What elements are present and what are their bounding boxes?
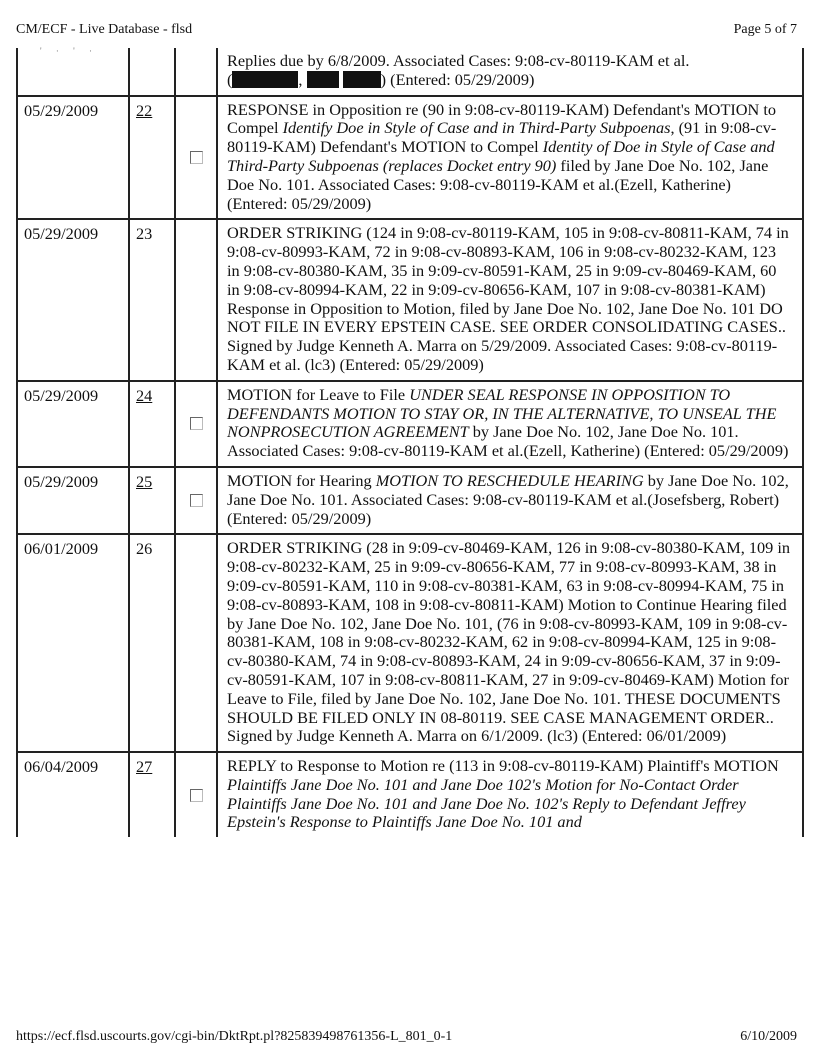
docket-checkbox-cell bbox=[175, 752, 217, 837]
select-checkbox[interactable] bbox=[190, 417, 203, 430]
scan-marks: ' · ' · bbox=[40, 46, 98, 56]
docket-document-link[interactable]: 27 bbox=[136, 757, 153, 777]
docket-text: ORDER STRIKING (124 in 9:08-cv-80119-KAM, 105 in 9:08-cv-80811-KAM, 74 in 9:08-cv-80993-KAM, 72 in 9:08-cv-80893-KAM, 106 in 9:08-cv-80232-KAM, 123 in 9:08-cv-80380-KAM, 35 in 9:09-cv-80591-KAM, 25 in 9:09-cv-80469-KAM, 60 in 9:08-cv-80994-KAM, 22 in 9:09-cv-80656-KAM, 107 in 9:08-cv-80381-KAM) Response in Opposition to Motion, filed by Jane Doe No. 102, Jane Doe No. 101 DO NOT FILE IN EVERY EPSTEIN CASE. SEE ORDER CONSOLIDATING CASES.. Signed by Judge Kenneth A. Marra on 5/29/2009. Associated Cases: 9:08-cv-80119-KAM et al. (lc3) (Entered: 05/29/2009) bbox=[227, 223, 789, 374]
page-footer-date: 6/10/2009 bbox=[740, 1029, 797, 1044]
page-header-title: CM/ECF - Live Database - flsd bbox=[16, 22, 193, 37]
redaction-block bbox=[307, 71, 339, 88]
docket-text-cell bbox=[217, 96, 803, 220]
docket-row bbox=[17, 752, 803, 837]
docket-row-continued bbox=[17, 48, 803, 96]
docket-row bbox=[17, 381, 803, 467]
docket-text: filed by Jane Doe No. 102, Jane Doe No. 101. Associated Cases: 9:08-cv-80119-KAM et al.(Ezell, Katherine) (Entered: 05/29/2009) bbox=[227, 155, 769, 213]
docket-text: Replies due by 6/8/2009. Associated Cases: 9:08-cv-80119-KAM et al. bbox=[227, 51, 690, 70]
docket-text: MOTION for Hearing bbox=[227, 470, 376, 490]
docket-date: 05/29/2009 bbox=[17, 96, 129, 220]
docket-date: 06/01/2009 bbox=[17, 534, 129, 752]
docket-document-link[interactable]: 25 bbox=[136, 471, 153, 491]
docket-text: RESPONSE in Opposition re (90 in 9:08-cv-80119-KAM) Defendant's MOTION to Compel bbox=[227, 99, 777, 138]
docket-text: , bbox=[298, 69, 303, 89]
docket-number-cell bbox=[129, 96, 175, 220]
docket-document-link[interactable]: 22 bbox=[136, 100, 153, 120]
docket-number-cell bbox=[129, 467, 175, 534]
docket-number-cell bbox=[129, 534, 175, 752]
docket-text: UNDER SEAL RESPONSE IN OPPOSITION TO DEFENDANTS MOTION TO STAY OR, IN THE ALTERNATIVE, TO UNSEAL THE NONPROSECUTION AGREEMENT bbox=[227, 384, 777, 442]
docket-text: MOTION TO RESCHEDULE HEARING bbox=[375, 470, 644, 490]
docket-checkbox-cell bbox=[175, 96, 217, 220]
docket-document-link[interactable]: 24 bbox=[136, 385, 153, 405]
docket-text-cell bbox=[217, 381, 803, 467]
docket-text-cell bbox=[217, 752, 803, 837]
docket-number-cell bbox=[129, 48, 175, 96]
select-checkbox[interactable] bbox=[190, 151, 203, 164]
docket-checkbox-cell bbox=[175, 381, 217, 467]
docket-text: ( bbox=[227, 69, 233, 89]
select-checkbox[interactable] bbox=[190, 494, 203, 507]
docket-text: by Jane Doe No. 102, Jane Doe No. 101. Associated Cases: 9:08-cv-80119-KAM et al.(Josefsberg, Robert) (Entered: 05/29/2009) bbox=[227, 470, 789, 528]
docket-text: ORDER STRIKING (28 in 9:09-cv-80469-KAM, 126 in 9:08-cv-80380-KAM, 109 in 9:08-cv-80232-KAM, 25 in 9:09-cv-80656-KAM, 77 in 9:08-cv-80993-KAM, 38 in 9:09-cv-80591-KAM, 110 in 9:08-cv-80381-KAM, 63 in 9:08-cv-80994-KAM, 75 in 9:08-cv-80893-KAM, 108 in 9:08-cv-80811-KAM) Motion to Continue Hearing filed by Jane Doe No. 102, Jane Doe No. 101, (76 in 9:08-cv-80993-KAM, 109 in 9:08-cv-80381-KAM, 108 in 9:08-cv-80232-KAM, 62 in 9:08-cv-80994-KAM, 125 in 9:08-cv-80380-KAM, 74 in 9:08-cv-80893-KAM, 24 in 9:09-cv-80656-KAM, 37 in 9:09-cv-80591-KAM, 107 in 9:08-cv-80811-KAM, 27 in 9:09-cv-80469-KAM) Motion for Leave to File, filed by Jane Doe No. 102, Jane Doe No. 101. THESE DOCUMENTS SHOULD BE FILED ONLY IN 08-80119. SEE CASE MANAGEMENT ORDER.. Signed by Judge Kenneth A. Marra on 6/1/2009. (lc3) (Entered: 06/01/2009) bbox=[227, 538, 791, 746]
docket-checkbox-cell bbox=[175, 467, 217, 534]
docket-date: 05/29/2009 bbox=[17, 381, 129, 467]
docket-checkbox-cell bbox=[175, 48, 217, 96]
docket-checkbox-cell bbox=[175, 534, 217, 752]
docket-text-cell bbox=[217, 534, 803, 752]
docket-number: 23 bbox=[136, 224, 153, 244]
docket-row bbox=[17, 96, 803, 220]
docket-number-cell bbox=[129, 752, 175, 837]
docket-text: ) (Entered: 05/29/2009) bbox=[380, 69, 535, 89]
docket-text: , (91 in 9:08-cv-80119-KAM) Defendant's MOTION to Compel bbox=[227, 118, 777, 157]
page-footer-url: https://ecf.flsd.uscourts.gov/cgi-bin/DktRpt.pl?825839498761356-L_801_0-1 bbox=[16, 1029, 453, 1044]
select-checkbox[interactable] bbox=[190, 789, 203, 802]
redaction-block bbox=[232, 71, 298, 88]
docket-row bbox=[17, 534, 803, 752]
redaction-block bbox=[343, 71, 381, 88]
docket-text: Identity of Doe in Style of Case and Third-Party Subpoenas (replaces Docket entry 90) bbox=[227, 137, 775, 175]
page-number: Page 5 of 7 bbox=[733, 22, 797, 37]
docket-text-cell bbox=[217, 219, 803, 380]
docket-number-cell bbox=[129, 381, 175, 467]
docket-table bbox=[16, 48, 804, 837]
docket-number-cell bbox=[129, 219, 175, 380]
docket-date: 05/29/2009 bbox=[17, 219, 129, 380]
docket-text-cell bbox=[217, 48, 803, 96]
docket-text: Plaintiffs Jane Doe No. 101 and Jane Doe 102's Motion for No-Contact Order Plaintiffs Jane Doe No. 101 and Jane Doe No. 102's Reply to Defendant Jeffrey Epstein's Response to Plaintiffs Jane Doe No. 101 and bbox=[227, 774, 746, 832]
docket-date: 06/04/2009 bbox=[17, 752, 129, 837]
docket-date-cell bbox=[17, 48, 129, 96]
docket-text: REPLY to Response to Motion re (113 in 9:08-cv-80119-KAM) Plaintiff's MOTION bbox=[227, 756, 779, 776]
docket-date: 05/29/2009 bbox=[17, 467, 129, 534]
docket-row bbox=[17, 467, 803, 534]
docket-text: MOTION for Leave to File bbox=[227, 384, 410, 404]
docket-text: Identify Doe in Style of Case and in Third-Party Subpoenas bbox=[282, 118, 671, 138]
docket-checkbox-cell bbox=[175, 219, 217, 380]
docket-text: by Jane Doe No. 102, Jane Doe No. 101. Associated Cases: 9:08-cv-80119-KAM et al.(Ezell, Katherine) (Entered: 05/29/2009) bbox=[227, 422, 789, 461]
docket-number: 26 bbox=[136, 539, 153, 559]
docket-text-cell bbox=[217, 467, 803, 534]
docket-row bbox=[17, 219, 803, 380]
